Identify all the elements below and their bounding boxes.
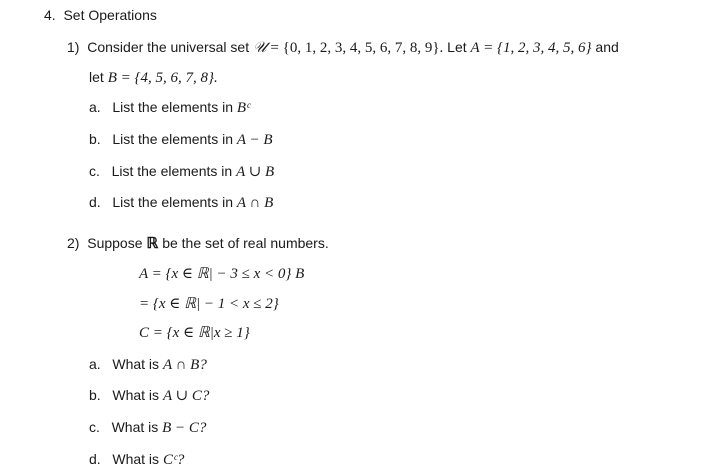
universe-symbol: 𝒰 xyxy=(253,40,267,56)
item-text: List the elements in xyxy=(111,163,233,179)
definition-b: = {x ∈ ℝ| − 1 < x ≤ 2} xyxy=(139,296,279,312)
section-header xyxy=(44,6,157,24)
item-text: What is xyxy=(112,451,160,467)
item-marker: d. xyxy=(89,451,101,467)
problem1-line1 xyxy=(67,38,619,57)
problem1-intro: Consider the universal set xyxy=(87,39,250,55)
item-marker: a. xyxy=(89,356,101,372)
problem2-intro xyxy=(67,234,329,253)
definition-c: C = {x ∈ ℝ|x ≥ 1} xyxy=(139,325,250,341)
let-b-text: let xyxy=(89,69,104,85)
problem1-item-d xyxy=(89,193,273,212)
problem2-number: 2) xyxy=(67,235,80,251)
item-marker: d. xyxy=(89,194,101,210)
problem1-number: 1) xyxy=(67,39,80,55)
item-marker: a. xyxy=(89,99,101,115)
set-a-definition: A = {1, 2, 3, 4, 5, 6} xyxy=(470,40,592,56)
problem2-item-d xyxy=(89,450,184,469)
item-math: A ∪ C? xyxy=(162,388,210,404)
item-text: List the elements in xyxy=(112,194,233,210)
problem1-item-b xyxy=(89,130,273,149)
section-title: Set Operations xyxy=(63,7,157,23)
item-math: A − B xyxy=(236,132,273,148)
and-text: and xyxy=(595,39,619,55)
item-math: Cᶜ? xyxy=(162,452,185,468)
item-text: List the elements in xyxy=(112,131,233,147)
problem1-line2 xyxy=(89,68,218,87)
item-text: What is xyxy=(112,356,160,372)
item-text: List the elements in xyxy=(112,99,233,115)
problem2-item-b xyxy=(89,386,209,405)
item-math: A ∩ B? xyxy=(162,357,207,373)
item-marker: b. xyxy=(89,131,101,147)
item-marker: c. xyxy=(89,419,100,435)
problem1-item-a xyxy=(89,98,250,117)
section-number: 4. xyxy=(44,7,56,23)
item-math: A ∪ B xyxy=(236,164,275,180)
problem1-item-c xyxy=(89,162,274,181)
item-marker: b. xyxy=(89,387,101,403)
problem2-intro-post: be the set of real numbers. xyxy=(162,235,329,251)
item-text: What is xyxy=(112,387,160,403)
reals-symbol: ℝ xyxy=(146,236,159,252)
item-math: Bᶜ xyxy=(236,100,250,116)
item-math: A ∩ B xyxy=(236,195,274,211)
set-b-definition: B = {4, 5, 6, 7, 8}. xyxy=(107,70,218,86)
item-math: B − C? xyxy=(162,420,207,436)
problem2-item-a xyxy=(89,355,207,374)
let-a-text: Let xyxy=(447,39,467,55)
universe-set: = {0, 1, 2, 3, 4, 5, 6, 7, 8, 9}. xyxy=(270,40,444,56)
definition-a: A = {x ∈ ℝ| − 3 ≤ x < 0} B xyxy=(139,266,305,282)
problem2-intro-pre: Suppose xyxy=(87,235,143,251)
item-text: What is xyxy=(111,419,159,435)
item-marker: c. xyxy=(89,163,100,179)
problem2-item-c xyxy=(89,418,206,437)
